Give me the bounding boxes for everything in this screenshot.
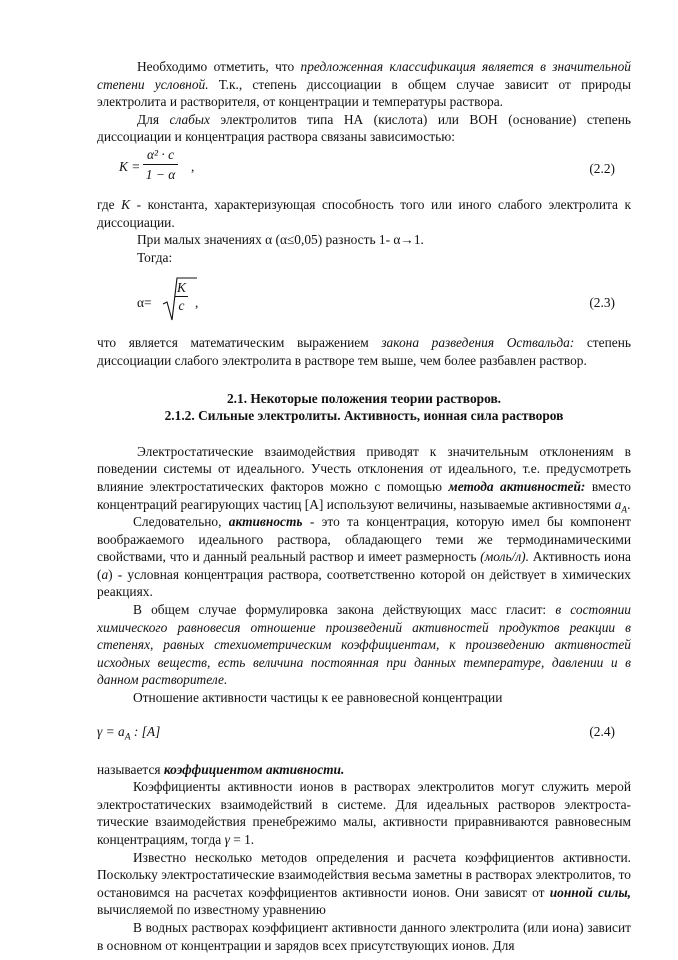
text: В общем случае формулировка закона действующих масс гласит: [133,602,556,618]
text: где [97,196,122,212]
text: Т.к., степень диссоциации в общем случае зависит от природы электролита и растворителя, от концентрации и температуры раствора. [97,76,631,110]
equation-lhs: α= [137,295,152,311]
text: вычисляемой по известному уравнению [97,902,326,918]
bold-italic-text: коэффициентом активности. [163,761,345,777]
paragraph-3 [97,196,631,231]
equation-fraction [143,146,178,185]
fraction-numerator: K [177,280,186,296]
paragraph-6 [97,334,631,369]
text: Коэффициенты активности ионов в растворах электролитов могут служить мерой электростатических взаимодействий в системе. Для идеальных растворов электроста-тические взаимодействия пренебрежимо малы, активности приравниваются равновесным концентрациям, тогда [97,779,631,847]
paragraph-9 [97,601,631,689]
text: Необходимо отметить, что [137,59,301,74]
text: вместо концентраций реагирующих частиц [А] используют величины, называемые активностями [97,478,631,512]
paragraph-8 [97,513,631,601]
fraction-numerator: α² · c [143,146,178,165]
equation-comma: , [191,158,195,174]
paragraph-14: В водных растворах коэффициент активности данного электролита (или иона) зависит в основном от концентрации и зарядов всех присутствующих ионов. Для [97,919,631,953]
bold-italic-text: активность [228,514,303,530]
equation-number: (2.2) [589,160,615,176]
bold-italic-text: ионной силы, [549,884,631,900]
text: ) - условная концентрация раствора, соответственно которой он действует в химических реакциях. [97,566,631,600]
italic-text: предложенная классификация является в значительной степени условной. [97,59,631,92]
paragraph-11 [97,761,631,779]
equation-fraction [175,280,188,315]
text: γ = a [97,723,125,739]
text: : [A] [130,723,161,739]
equation-lhs: K = [119,158,141,174]
text: называется [97,761,164,777]
italic-text: закона разведения Оствальда: [381,335,575,351]
paragraph-1 [97,58,631,111]
equation-2-2 [97,146,631,190]
paragraph-13 [97,849,631,919]
text: = 1. [229,832,255,847]
subsection-heading: 2.1.2. Сильные электролиты. Активность, ионная сила растворов [164,408,564,424]
text: Следовательно, [133,514,229,530]
italic-text: (моль/л). [480,549,529,565]
section-heading: 2.1. Некоторые положения теории растворов. [226,390,502,406]
equation-number: (2.3) [589,295,615,311]
text: что является математическим выражением [97,335,382,351]
text: - это та концентрация, которую имел бы компонент воображаемого идеального раствора, обладающего теми же термодинамическими свойствами, что и данный реальный раствор и имеет размерность [97,514,631,565]
text: Известно несколько методов определения и расчета коэффициентов активности. Поскольку электростатические взаимодействия весьма заметны в растворах электролитов, то остановимся на расчетах коэффициентов активности ионов. Они зависят от [97,849,631,900]
bold-italic-text: метода активностей: [448,478,586,494]
italic-text: K [121,196,131,212]
text: степень диссоциации слабого электролита в растворе тем выше, чем более разбавлен раствор. [97,335,631,368]
equation-2-4 [97,719,631,749]
text: Электростатические взаимодействия приводят к значительным отклонениям в поведении системы от идеального. Учесть отклонения от идеального, т.е. предусмотреть влияние электростатических факторов можно с помощью [97,443,631,494]
subscript-text: A [124,732,131,743]
italic-text: в состоянии химического равновесия отношение произведений активностей продуктов реакции в степенях, равных стехиометрическим коэффициентам, к произведению активностей исходных веществ, есть величина постоянная при данных температуре, давлении и в данном растворителе. [97,602,631,688]
document-page [97,58,631,954]
italic-text: γ [224,832,230,847]
fraction-denominator: c [178,298,185,314]
equation-number: (2.4) [589,723,615,739]
text: Активность иона ( [97,549,632,582]
paragraph-4: При малых значениях α (α≤0,05) разность 1- α→1. [137,232,424,248]
text: Для [137,111,170,127]
italic-text: a [101,566,109,582]
text: - константа, характеризующая способность того или иного слабого электролита к диссоциации. [97,196,631,230]
text: электролитов типа НА (кислота) или ВОН (основание) степень диссоциации и концентрация раствора связаны зависимостью: [97,111,631,145]
paragraph-5: Тогда: [137,249,173,265]
italic-text: a [614,496,622,512]
italic-text: слабых [169,111,210,127]
fraction-denominator: 1 − α [145,166,176,182]
paragraph-2 [97,111,631,146]
equation-comma: , [195,295,199,311]
paragraph-10: Отношение активности частицы к ее равновесной концентрации [133,690,503,706]
paragraph-12 [97,778,631,848]
equation-2-3 [97,276,631,332]
paragraph-7 [97,443,631,516]
text: . [627,496,631,512]
equation-body [97,723,160,741]
subscript-text: A [621,505,628,516]
